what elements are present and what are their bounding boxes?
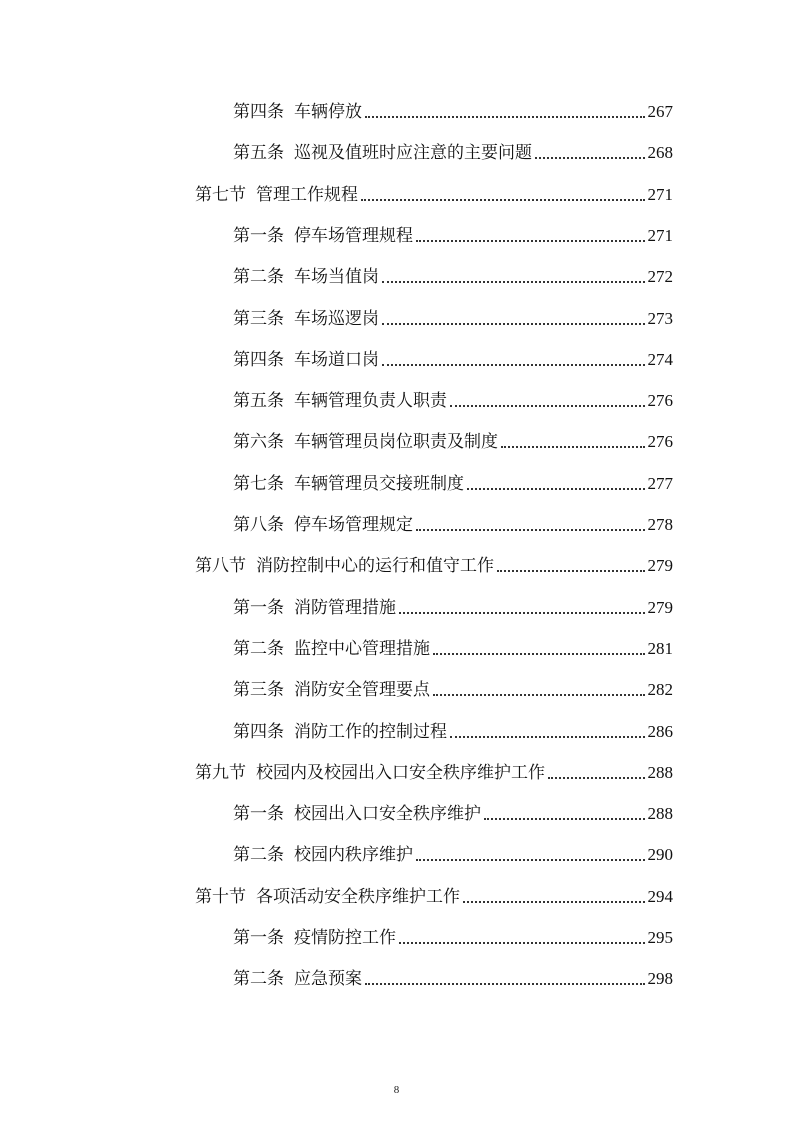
toc-article-entry[interactable] [233,924,673,948]
toc-entry-number: 第三条 [233,308,284,329]
toc-entry-page: 274 [647,349,673,369]
toc-dot-leader [484,818,645,820]
toc-entry-number: 第八节 [195,556,246,577]
toc-entry-title: 校园出入口安全秩序维护 [294,804,481,825]
toc-entry-number: 第八条 [233,515,284,535]
toc-article-entry[interactable] [233,139,673,163]
toc-section-entry[interactable] [195,181,673,205]
toc-section-entry[interactable] [195,759,673,783]
toc-entry-title: 车场道口岗 [294,349,379,370]
toc-dot-leader [467,488,645,490]
toc-entry-title: 消防控制中心的运行和值守工作 [256,556,494,577]
toc-article-entry[interactable] [233,676,673,700]
toc-article-entry[interactable] [233,346,673,370]
toc-entry-page: 295 [647,928,673,947]
toc-entry-title: 监控中心管理措施 [294,638,430,659]
toc-dot-leader [382,281,645,283]
toc-entry-page: 282 [647,680,673,700]
toc-entry-title: 消防管理措施 [294,597,396,618]
toc-section-entry[interactable] [195,552,673,576]
toc-entry-number: 第二条 [233,638,284,659]
toc-entry-number: 第六条 [233,432,284,453]
toc-article-entry[interactable] [233,594,673,618]
toc-article-entry[interactable] [233,387,673,411]
toc-dot-leader [497,570,645,572]
toc-dot-leader [416,529,645,531]
toc-entry-title: 消防安全管理要点 [294,680,430,701]
toc-article-entry[interactable] [233,635,673,659]
toc-entry-page: 271 [647,184,673,204]
page-number: 8 [393,1084,400,1096]
toc-entry-title: 各项活动安全秩序维护工作 [256,886,460,907]
toc-entry-title: 车场当值岗 [294,267,379,288]
toc-entry-page: 290 [647,845,673,865]
toc-entry-page: 288 [647,804,673,824]
toc-article-entry[interactable] [233,98,673,122]
toc-entry-page: 288 [647,762,673,782]
toc-dot-leader [416,240,645,242]
toc-article-entry[interactable] [233,511,673,535]
toc-entry-page: 276 [647,432,673,452]
toc-entry-title: 车辆管理员岗位职责及制度 [294,432,498,453]
toc-entry-title: 校园内及校园出入口安全秩序维护工作 [256,762,545,783]
toc-article-entry[interactable] [233,470,673,494]
toc-dot-leader [365,116,645,118]
toc-entry-title: 巡视及值班时应注意的主要问题 [294,143,532,164]
toc-entry-number: 第五条 [233,391,284,412]
toc-entry-page: 281 [647,638,673,658]
toc-entry-number: 第七条 [233,473,284,494]
toc-article-entry[interactable] [233,965,673,989]
toc-article-entry[interactable] [233,305,673,329]
toc-entry-title: 车辆管理负责人职责 [294,391,447,412]
toc-dot-leader [399,612,645,614]
toc-entry-title: 管理工作规程 [256,184,358,205]
toc-dot-leader [361,199,645,201]
toc-entry-number: 第十节 [195,886,246,907]
toc-dot-leader [433,694,645,696]
toc-dot-leader [548,777,645,779]
toc-entry-title: 应急预案 [294,969,362,990]
toc-dot-leader [382,323,645,325]
toc-dot-leader [501,446,645,448]
toc-entry-number: 第二条 [233,969,284,990]
toc-entry-title: 校园内秩序维护 [294,845,413,866]
toc-entry-number: 第二条 [233,845,284,866]
toc-entry-number: 第四条 [233,102,284,122]
toc-entry-title: 消防工作的控制过程 [294,721,447,742]
toc-dot-leader [450,405,645,407]
toc-entry-page: 267 [647,102,673,121]
toc-dot-leader [450,736,645,738]
toc-entry-number: 第一条 [233,928,284,948]
toc-entry-number: 第七节 [195,184,246,205]
toc-entry-page: 276 [647,391,673,411]
toc-article-entry[interactable] [233,222,673,246]
toc-entry-page: 271 [647,225,673,245]
toc-entry-number: 第九节 [195,762,246,783]
toc-entry-number: 第五条 [233,143,284,164]
toc-entry-page: 294 [647,886,673,906]
toc-entry-number: 第三条 [233,680,284,701]
toc-dot-leader [365,983,645,985]
toc-entry-page: 268 [647,143,673,163]
toc-entry-page: 272 [647,267,673,287]
toc-entry-page: 298 [647,969,673,989]
toc-entry-title: 车辆管理员交接班制度 [294,473,464,494]
toc-entry-page: 278 [647,515,673,534]
toc-dot-leader [416,859,645,861]
toc-dot-leader [399,942,645,944]
toc-dot-leader [433,653,645,655]
toc-article-entry[interactable] [233,263,673,287]
toc-dot-leader [382,364,645,366]
toc-entry-page: 273 [647,308,673,328]
toc-dot-leader [535,157,645,159]
toc-entry-number: 第二条 [233,267,284,288]
toc-dot-leader [463,901,645,903]
toc-entry-number: 第四条 [233,721,284,742]
toc-entry-page: 286 [647,721,673,741]
toc-article-entry[interactable] [233,718,673,742]
toc-entry-page: 279 [647,597,673,617]
toc-entry-title: 疫情防控工作 [294,928,396,948]
toc-entry-number: 第四条 [233,349,284,370]
toc-entry-number: 第一条 [233,597,284,618]
toc-entry-title: 停车场管理规定 [294,515,413,535]
toc-article-entry[interactable] [233,428,673,452]
toc-article-entry[interactable] [233,841,673,865]
toc-section-entry[interactable] [195,883,673,907]
toc-entry-title: 车辆停放 [294,102,362,122]
toc-entry-title: 停车场管理规程 [294,225,413,246]
toc-article-entry[interactable] [233,800,673,824]
toc-entry-page: 277 [647,473,673,493]
toc-entry-number: 第一条 [233,225,284,246]
toc-entry-number: 第一条 [233,804,284,825]
toc-entry-page: 279 [647,556,673,576]
toc-entry-title: 车场巡逻岗 [294,308,379,329]
